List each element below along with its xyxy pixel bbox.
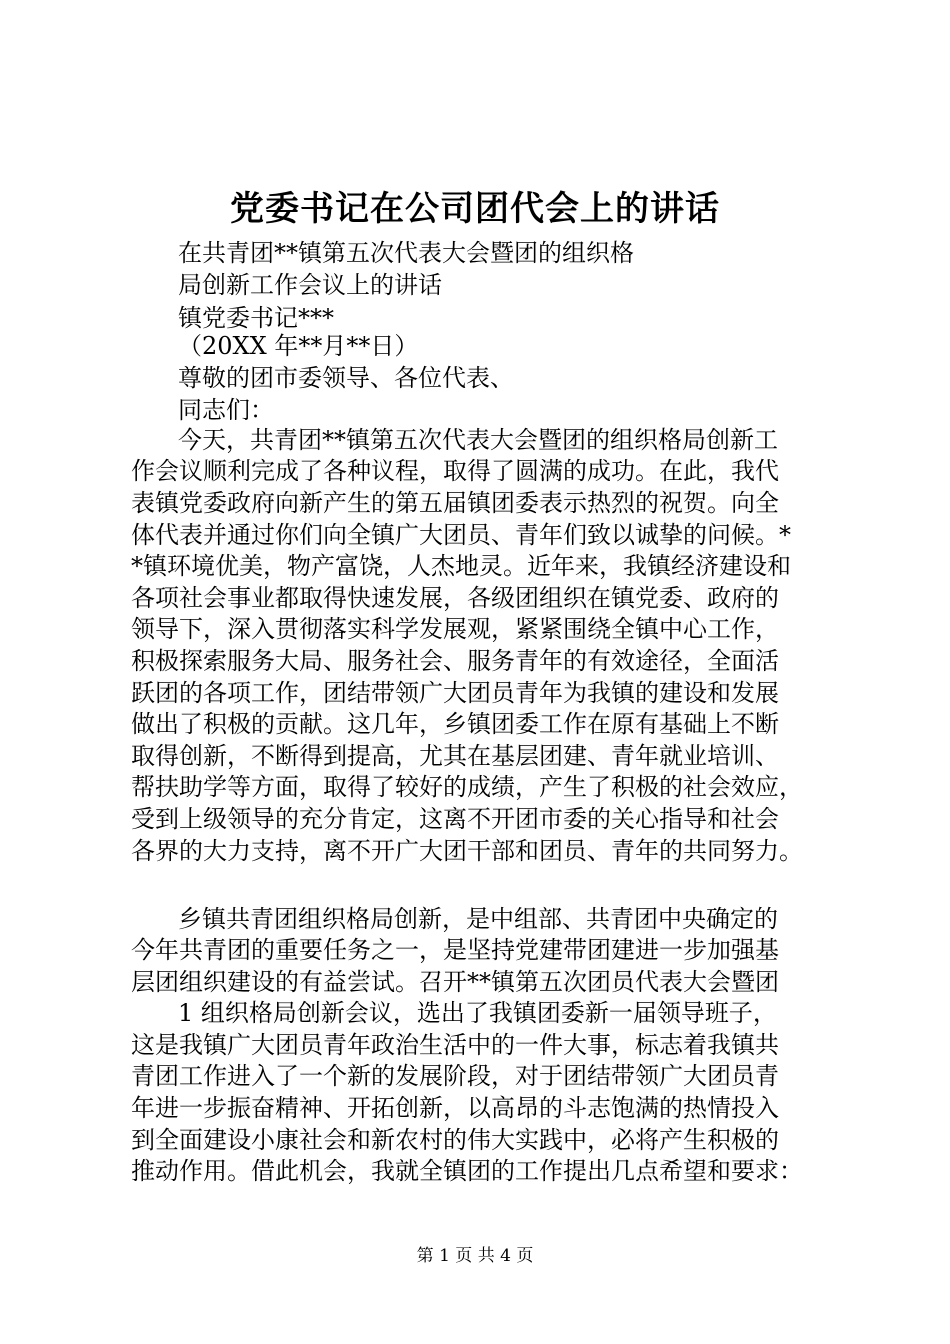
paragraph-line: 作会议顺利完成了各种议程，取得了圆满的成功。在此，我代: [131, 457, 779, 485]
paragraph-line: 体代表并通过你们向全镇广大团员、青年们致以诚挚的问候。*: [131, 521, 791, 549]
paragraph-line: 推动作用。借此机会，我就全镇团的工作提出几点希望和要求：: [131, 1157, 803, 1185]
header-line: （20XX 年**月**日）: [178, 332, 419, 360]
paragraph-line: 青团工作进入了一个新的发展阶段，对于团结带领广大团员青: [131, 1062, 779, 1090]
paragraph-line: 各界的大力支持，离不开广大团干部和团员、青年的共同努力。: [131, 837, 803, 865]
paragraph-line: 取得创新，不断得到提高，尤其在基层团建、青年就业培训、: [131, 742, 779, 770]
paragraph-line: *镇环境优美，物产富饶，人杰地灵。近年来，我镇经济建设和: [131, 552, 791, 580]
paragraph-line: 乡镇共青团组织格局创新，是中组部、共青团中央确定的: [178, 905, 778, 933]
paragraph-line: 今年共青团的重要任务之一，是坚持党建带团建进一步加强基: [131, 936, 779, 964]
document-title: 党委书记在公司团代会上的讲话: [230, 189, 720, 229]
paragraph-line: 年进一步振奋精神、开拓创新，以高昂的斗志饱满的热情投入: [131, 1094, 779, 1122]
salutation-line: 尊敬的团市委领导、各位代表、: [178, 364, 514, 392]
paragraph-line: 积极探索服务大局、服务社会、服务青年的有效途径，全面活: [131, 647, 779, 675]
paragraph-line: 受到上级领导的充分肯定，这离不开团市委的关心指导和社会: [131, 805, 779, 833]
paragraph-line: 跃团的各项工作，团结带领广大团员青年为我镇的建设和发展: [131, 679, 779, 707]
paragraph-line: 表镇党委政府向新产生的第五届镇团委表示热烈的祝贺。向全: [131, 489, 779, 517]
paragraph-line: 这是我镇广大团员青年政治生活中的一件大事，标志着我镇共: [131, 1031, 779, 1059]
paragraph-line: 领导下，深入贯彻落实科学发展观，紧紧围绕全镇中心工作，: [131, 615, 779, 643]
paragraph-line: 今天，共青团**镇第五次代表大会暨团的组织格局创新工: [178, 426, 778, 454]
page-footer: 第 1 页 共 4 页: [416, 1246, 534, 1266]
paragraph-line: 帮扶助学等方面，取得了较好的成绩，产生了积极的社会效应，: [131, 773, 803, 801]
paragraph-line: 做出了积极的贡献。这几年，乡镇团委工作在原有基础上不断: [131, 710, 779, 738]
header-line: 镇党委书记***: [178, 304, 334, 332]
paragraph-line: 到全面建设小康社会和新农村的伟大实践中，必将产生积极的: [131, 1126, 779, 1154]
paragraph-line: 各项社会事业都取得快速发展，各级团组织在镇党委、政府的: [131, 584, 779, 612]
paragraph-line: 1 组织格局创新会议，选出了我镇团委新一届领导班子，: [178, 999, 777, 1027]
header-line: 在共青团**镇第五次代表大会暨团的组织格: [178, 239, 634, 267]
header-line: 局创新工作会议上的讲话: [178, 271, 442, 299]
salutation-line: 同志们：: [178, 396, 274, 424]
paragraph-line: 层团组织建设的有益尝试。召开**镇第五次团员代表大会暨团: [131, 968, 779, 996]
